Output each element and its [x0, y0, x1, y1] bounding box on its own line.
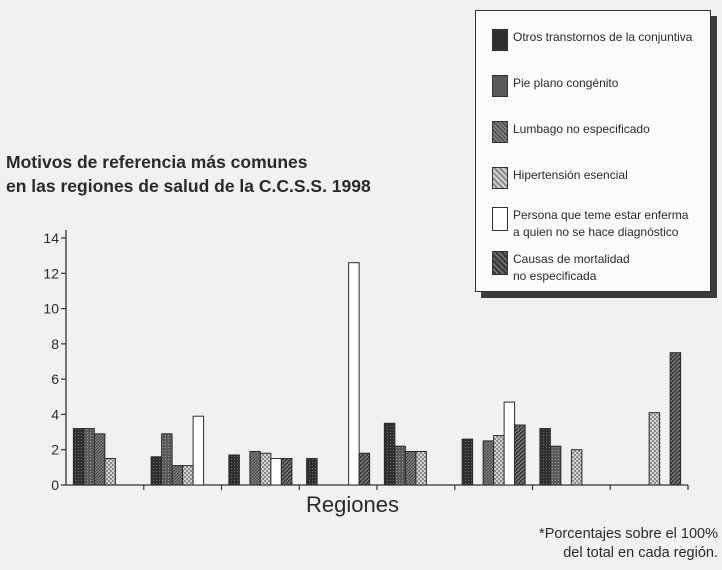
legend-swatch-lumbago: [492, 121, 508, 143]
bar-series-1-group-0: [84, 429, 95, 485]
legend-label-lumbago: Lumbago no especificado: [513, 122, 650, 136]
y-tick-label: 14: [43, 230, 59, 246]
y-tick-label: 10: [43, 300, 59, 317]
bar-series-0-group-1: [151, 457, 162, 485]
legend-swatch-mortalidad: [492, 251, 508, 275]
bar-marks: [73, 263, 680, 485]
legend-label-pie-plano: Pie plano congénito: [513, 76, 619, 90]
bar-series-3-group-0: [105, 459, 116, 485]
legend-label-persona-teme-line-1: Persona que teme estar enferma: [513, 208, 689, 222]
legend-swatch-conjuntiva: [492, 29, 508, 51]
legend-label-persona-teme: [513, 207, 688, 241]
bar-series-3-group-5: [494, 436, 505, 485]
y-tick-label: 6: [51, 371, 59, 388]
bar-series-1-group-4: [395, 446, 406, 485]
bar-series-5-group-5: [515, 425, 526, 485]
legend-label-mortalidad: [513, 251, 630, 285]
legend-swatch-hipertension: [492, 167, 508, 189]
y-tick-label: 8: [51, 335, 59, 352]
legend-item-persona-teme: [492, 207, 688, 241]
bar-series-0-group-2: [229, 455, 240, 485]
footnote-line-2: del total en cada región.: [563, 545, 718, 561]
y-tick-label: 0: [51, 477, 59, 493]
legend-label-hipertension: Hipertensión esencial: [513, 168, 628, 182]
bar-series-3-group-6: [571, 450, 582, 485]
bar-series-5-group-7: [670, 353, 681, 485]
bar-series-2-group-4: [405, 451, 416, 485]
legend-item-pie-plano: [492, 75, 618, 97]
bar-series-0-group-3: [307, 459, 318, 485]
bar-series-4-group-1: [193, 416, 204, 485]
bar-series-2-group-1: [172, 466, 183, 485]
legend-item-conjuntiva: [492, 29, 692, 51]
bar-series-2-group-2: [250, 451, 261, 485]
bar-series-1-group-6: [550, 446, 561, 485]
bar-series-2-group-5: [483, 441, 494, 485]
bar-series-4-group-5: [504, 402, 515, 485]
legend: [475, 10, 711, 292]
bar-series-3-group-7: [649, 413, 660, 485]
bar-series-4-group-3: [349, 263, 360, 485]
bar-series-1-group-1: [162, 434, 173, 485]
y-tick-label: 4: [51, 406, 59, 423]
bar-series-0-group-4: [384, 423, 395, 485]
bar-series-3-group-1: [183, 466, 194, 485]
y-tick-label: 2: [51, 441, 59, 458]
bar-series-3-group-2: [260, 453, 271, 485]
bar-series-2-group-0: [94, 434, 105, 485]
legend-label-mortalidad-line-1: Causas de mortalidad: [513, 252, 630, 266]
bar-series-5-group-3: [359, 453, 370, 485]
bar-series-3-group-4: [416, 451, 427, 485]
legend-item-hipertension: [492, 167, 628, 189]
footnote-line-1: *Porcentajes sobre el 100%: [539, 526, 718, 542]
legend-label-mortalidad-line-2: no especificada: [513, 269, 597, 283]
bar-series-4-group-2: [271, 459, 282, 485]
legend-item-lumbago: [492, 121, 650, 143]
legend-swatch-pie-plano: [492, 75, 508, 97]
bar-series-5-group-2: [281, 459, 292, 485]
bar-series-0-group-6: [540, 429, 551, 485]
bar-series-0-group-5: [462, 439, 473, 485]
legend-swatch-persona-teme: [492, 207, 508, 231]
legend-label-persona-teme-line-2: a quien no se hace diagnóstico: [513, 225, 679, 239]
legend-label-conjuntiva: Otros transtornos de la conjuntiva: [513, 30, 693, 44]
y-tick-label: 12: [43, 265, 59, 282]
legend-item-mortalidad: [492, 251, 630, 285]
chart-title-line-1: Motivos de referencia más comunes: [6, 152, 308, 172]
footnote: [539, 525, 718, 563]
x-axis-label: Regiones: [306, 492, 399, 517]
bar-series-0-group-0: [73, 429, 84, 485]
chart-title-line-2: en las regiones de salud de la C.C.S.S. 1998: [6, 176, 371, 196]
y-axis-ticks: [43, 230, 66, 493]
